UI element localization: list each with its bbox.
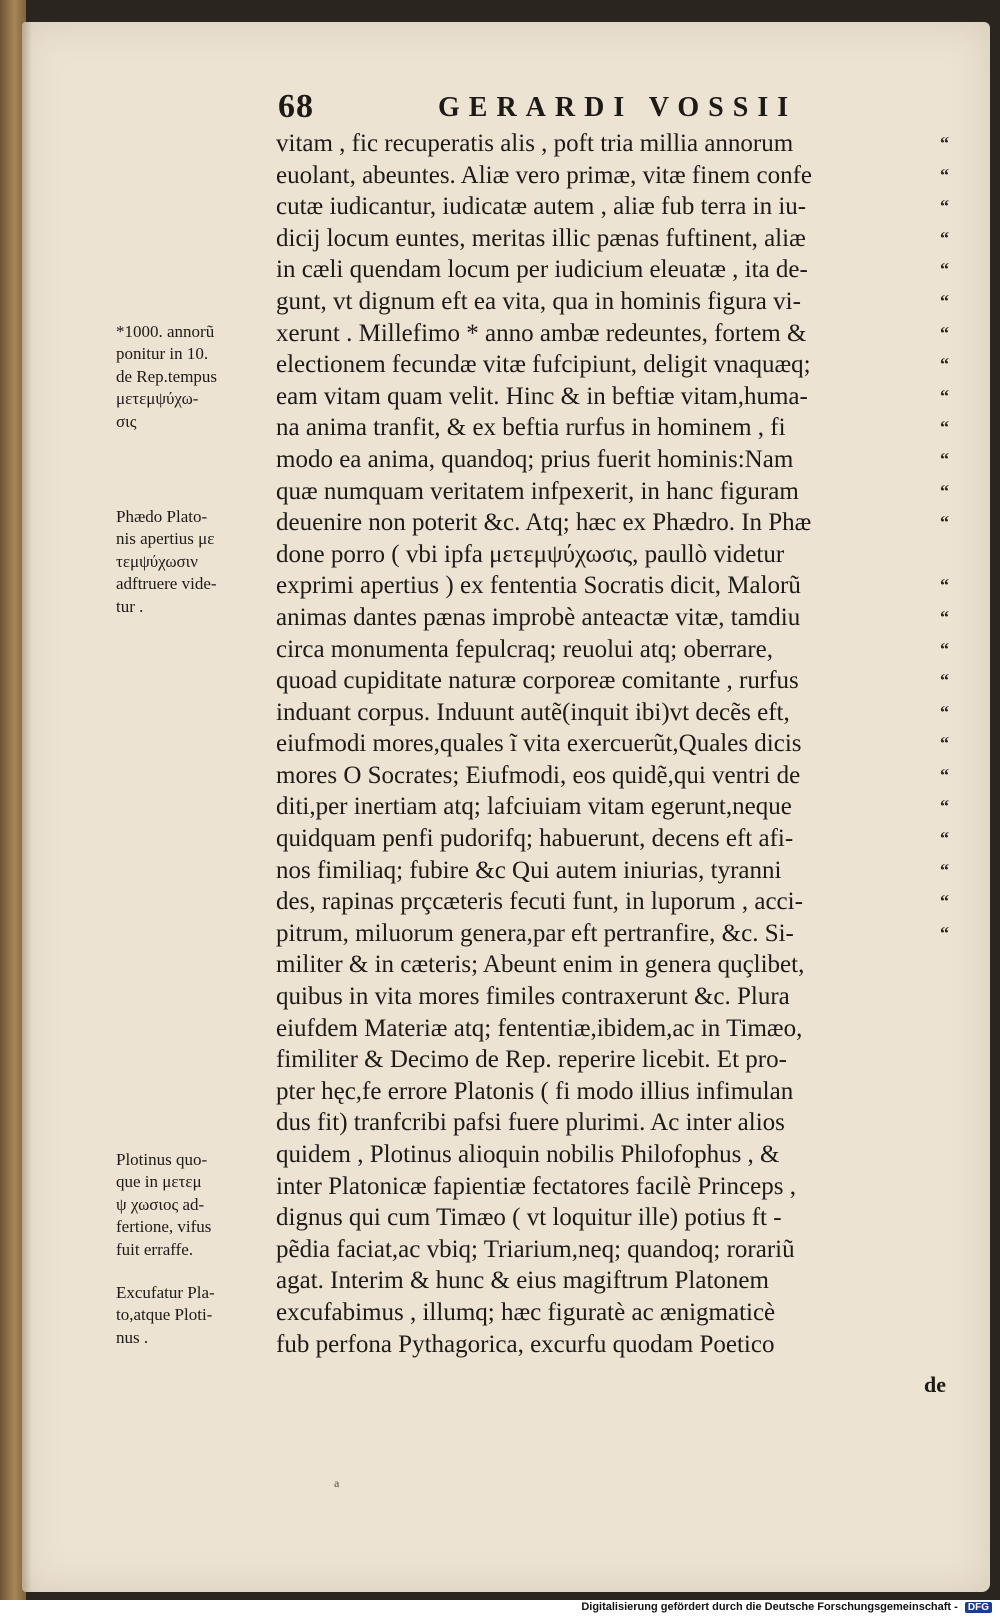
quotation-mark bbox=[940, 1234, 970, 1266]
body-text-line: eiufmodi mores,quales ĩ vita exercuerũt,Quales dicis bbox=[276, 730, 802, 758]
quotation-mark: “ bbox=[940, 606, 949, 627]
body-text-line: quidem , Plotinus alioquin nobilis Philofophus , & bbox=[276, 1141, 780, 1168]
margin-note-line: nis apertius με bbox=[116, 529, 215, 549]
quotation-mark: “ bbox=[940, 290, 949, 311]
body-text-line: euolant, abeuntes. Aliæ vero primæ, vitæ finem confe bbox=[276, 161, 812, 189]
body-text-line: inter Platonicæ fapientiæ fectatores facilè Princeps , bbox=[276, 1172, 796, 1200]
quotation-mark bbox=[940, 1202, 970, 1234]
quotation-mark: “ bbox=[940, 227, 949, 248]
body-text-line: militer & in cæteris; Abeunt enim in genera quçlibet, bbox=[276, 951, 805, 979]
quotation-mark bbox=[940, 1044, 970, 1076]
body-text-line: electionem fecundæ vitæ fufcipiunt, deligit vnaquæq; bbox=[276, 351, 811, 379]
margin-note-millennium bbox=[116, 321, 276, 433]
margin-note-line: to,atque Ploti- bbox=[116, 1305, 213, 1325]
stray-mark: a bbox=[334, 1476, 340, 1490]
margin-note-line: Excufatur Pla- bbox=[116, 1283, 215, 1302]
body-text-line: dus fit) tranfcribi pafsi fuere plurimi. Ac inter alios bbox=[276, 1109, 785, 1137]
margin-note-line: τεμψύχωσιν bbox=[116, 551, 198, 571]
quotation-mark: “ bbox=[940, 828, 949, 849]
quotation-mark: “ bbox=[940, 196, 949, 217]
body-text-line: eiufdem Materiæ atq; fententiæ,ibidem,ac in Timæo, bbox=[276, 1014, 803, 1042]
quotation-mark: “ bbox=[940, 322, 949, 343]
quotation-mark: “ bbox=[940, 133, 949, 153]
body-text-line: dignus qui cum Timæo ( vt loquitur ille) potius ft - bbox=[276, 1204, 782, 1232]
body-text-line: fimiliter & Decimo de Rep. reperire licebit. Et pro- bbox=[276, 1046, 787, 1074]
body-text-line: circa monumenta fepulcraq; reuolui atq; oberrare, bbox=[276, 635, 773, 663]
body-text-line: nos fimiliaq; fubire &c Qui autem iniurias, tyranni bbox=[276, 856, 782, 884]
quotation-mark: “ bbox=[940, 385, 949, 406]
digitization-credit bbox=[581, 1601, 992, 1613]
body-text-line: pter hęc,fe errore Platonis ( fi modo illius infimulan bbox=[276, 1077, 794, 1105]
margin-note-line: tur . bbox=[116, 596, 144, 616]
credit-text: Digitalisierung gefördert durch die Deutsche Forschungsgemeinschaft - bbox=[581, 1601, 958, 1613]
margin-note-line: que in μετεμ bbox=[116, 1172, 202, 1192]
body-text-line: excufabimus , illumq; hæc figuratè ac ænigmaticè bbox=[276, 1298, 776, 1326]
quotation-mark: “ bbox=[940, 891, 949, 912]
margin-note-line: σις bbox=[116, 411, 137, 431]
body-text-line: pitrum, miluorum genera,par eft pertranfire, &c. Si- bbox=[276, 919, 794, 947]
body-text-line: na anima tranfit, & ex beftia rurfus in hominem , fi bbox=[276, 414, 786, 442]
body-text-line: fub perfona Pythagorica, excurfu quodam Poetico bbox=[276, 1330, 775, 1358]
quotation-mark bbox=[940, 1107, 970, 1139]
margin-note-line: μετεμψύχω- bbox=[116, 389, 199, 409]
quotation-mark: “ bbox=[940, 417, 949, 438]
body-text-line: induant corpus. Induunt autẽ(inquit ibi)vt decẽs eft, bbox=[276, 698, 790, 726]
page-header bbox=[278, 88, 838, 132]
body-text-line: animas dantes pænas improbè anteactæ vitæ, tamdiu bbox=[276, 603, 801, 631]
body-text-line: in cæli quendam locum per iudicium eleuatæ , ita de- bbox=[276, 256, 808, 284]
quotation-mark bbox=[940, 1013, 970, 1045]
body-text-line: exprimi apertius ) ex fententia Socratis dicit, Malorũ bbox=[276, 572, 801, 600]
quotation-mark: “ bbox=[940, 512, 949, 533]
body-text-line: dicij locum euntes, meritas illic pænas fuftinent, aliæ bbox=[276, 224, 806, 252]
quotation-mark bbox=[940, 1171, 970, 1203]
quotation-marks-column bbox=[940, 128, 970, 1360]
quotation-mark: “ bbox=[940, 354, 949, 375]
page-number: 68 bbox=[278, 88, 314, 125]
page-gutter-shadow bbox=[22, 22, 32, 1592]
quotation-mark bbox=[940, 1076, 970, 1108]
quotation-mark bbox=[940, 1329, 970, 1361]
margin-note-line: Plotinus quo- bbox=[116, 1150, 208, 1169]
body-text-line: cutæ iudicantur, iudicatæ autem , aliæ fub terra in iu- bbox=[276, 193, 807, 221]
body-text-line: xerunt . Millefimo * anno ambæ redeuntes, fortem & bbox=[276, 319, 807, 347]
quotation-mark bbox=[940, 949, 970, 981]
running-head: GERARDI VOSSII bbox=[438, 92, 798, 123]
quotation-mark bbox=[940, 1139, 970, 1171]
quotation-mark bbox=[940, 1297, 970, 1329]
margin-note-line: fuit erraffe. bbox=[116, 1239, 194, 1259]
quotation-mark: “ bbox=[940, 796, 949, 817]
margin-note-phaedo bbox=[116, 506, 276, 618]
quotation-mark: “ bbox=[940, 448, 949, 469]
margin-note-line: ψ χωσιος ad- bbox=[116, 1194, 205, 1214]
quotation-mark: “ bbox=[940, 733, 949, 754]
catchword: de bbox=[924, 1372, 946, 1397]
quotation-mark bbox=[940, 1265, 970, 1297]
body-text-line: modo ea anima, quandoq; prius fuerit hominis:Nam bbox=[276, 445, 794, 473]
body-text-line: mores O Socrates; Eiufmodi, eos quidẽ,qui ventri de bbox=[276, 761, 801, 789]
quotation-mark: “ bbox=[940, 859, 949, 880]
quotation-mark: “ bbox=[940, 164, 949, 185]
quotation-mark: “ bbox=[940, 701, 949, 722]
body-text-line: agat. Interim & hunc & eius magiftrum Platonem bbox=[276, 1267, 769, 1295]
body-text-line: quidquam penfi pudorifq; habuerunt, decens eft afi- bbox=[276, 825, 794, 853]
dfg-logo: DFG bbox=[965, 1602, 992, 1613]
margin-note-line: nus . bbox=[116, 1327, 149, 1347]
quotation-mark: “ bbox=[940, 480, 949, 501]
margin-note-line: Phædo Plato- bbox=[116, 507, 208, 526]
margin-note-line: *1000. annorũ bbox=[116, 322, 215, 341]
margin-note-excuse bbox=[116, 1282, 276, 1349]
body-text-line: quæ numquam veritatem infpexerit, in hanc figuram bbox=[276, 477, 799, 505]
quotation-mark: “ bbox=[940, 259, 949, 280]
body-text-line: done porro ( vbi ipfa μετεμψύχωσις, paullò videtur bbox=[276, 540, 785, 568]
body-text-line: quibus in vita mores fimiles contraxerunt &c. Plura bbox=[276, 983, 790, 1011]
body-text-line: deuenire non poterit &c. Atq; hæc ex Phædro. In Phæ bbox=[276, 509, 812, 537]
body-text-line: eam vitam quam velit. Hinc & in beftiæ vitam,huma- bbox=[276, 382, 808, 410]
margin-note-plotinus bbox=[116, 1149, 276, 1261]
body-text-line: diti,per inertiam atq; lafciuiam vitam egerunt,neque bbox=[276, 793, 792, 821]
body-text-line: pẽdia faciat,ac vbiq; Triarium,neq; quandoq; rorariũ bbox=[276, 1235, 795, 1263]
quotation-mark: “ bbox=[940, 670, 949, 691]
body-text-line: vitam , fic recuperatis alis , poft tria millia annorum bbox=[276, 130, 794, 157]
body-text bbox=[276, 128, 936, 1360]
quotation-mark: “ bbox=[940, 575, 949, 596]
margin-note-line: fertione, vifus bbox=[116, 1217, 212, 1237]
margin-note-line: adftruere vide- bbox=[116, 574, 217, 594]
quotation-mark: “ bbox=[940, 764, 949, 785]
quotation-mark bbox=[940, 539, 970, 571]
quotation-mark: “ bbox=[940, 922, 949, 943]
quotation-mark: “ bbox=[940, 638, 949, 659]
body-text-line: quoad cupiditate naturæ corporeæ comitante , rurfus bbox=[276, 667, 799, 695]
quotation-mark bbox=[940, 981, 970, 1013]
body-text-line: des, rapinas prçcæteris fecuti funt, in luporum , acci- bbox=[276, 888, 803, 916]
margin-note-line: de Rep.tempus bbox=[116, 366, 218, 386]
margin-note-line: ponitur in 10. bbox=[116, 344, 209, 364]
body-text-line: gunt, vt dignum eft ea vita, qua in hominis figura vi- bbox=[276, 287, 801, 315]
